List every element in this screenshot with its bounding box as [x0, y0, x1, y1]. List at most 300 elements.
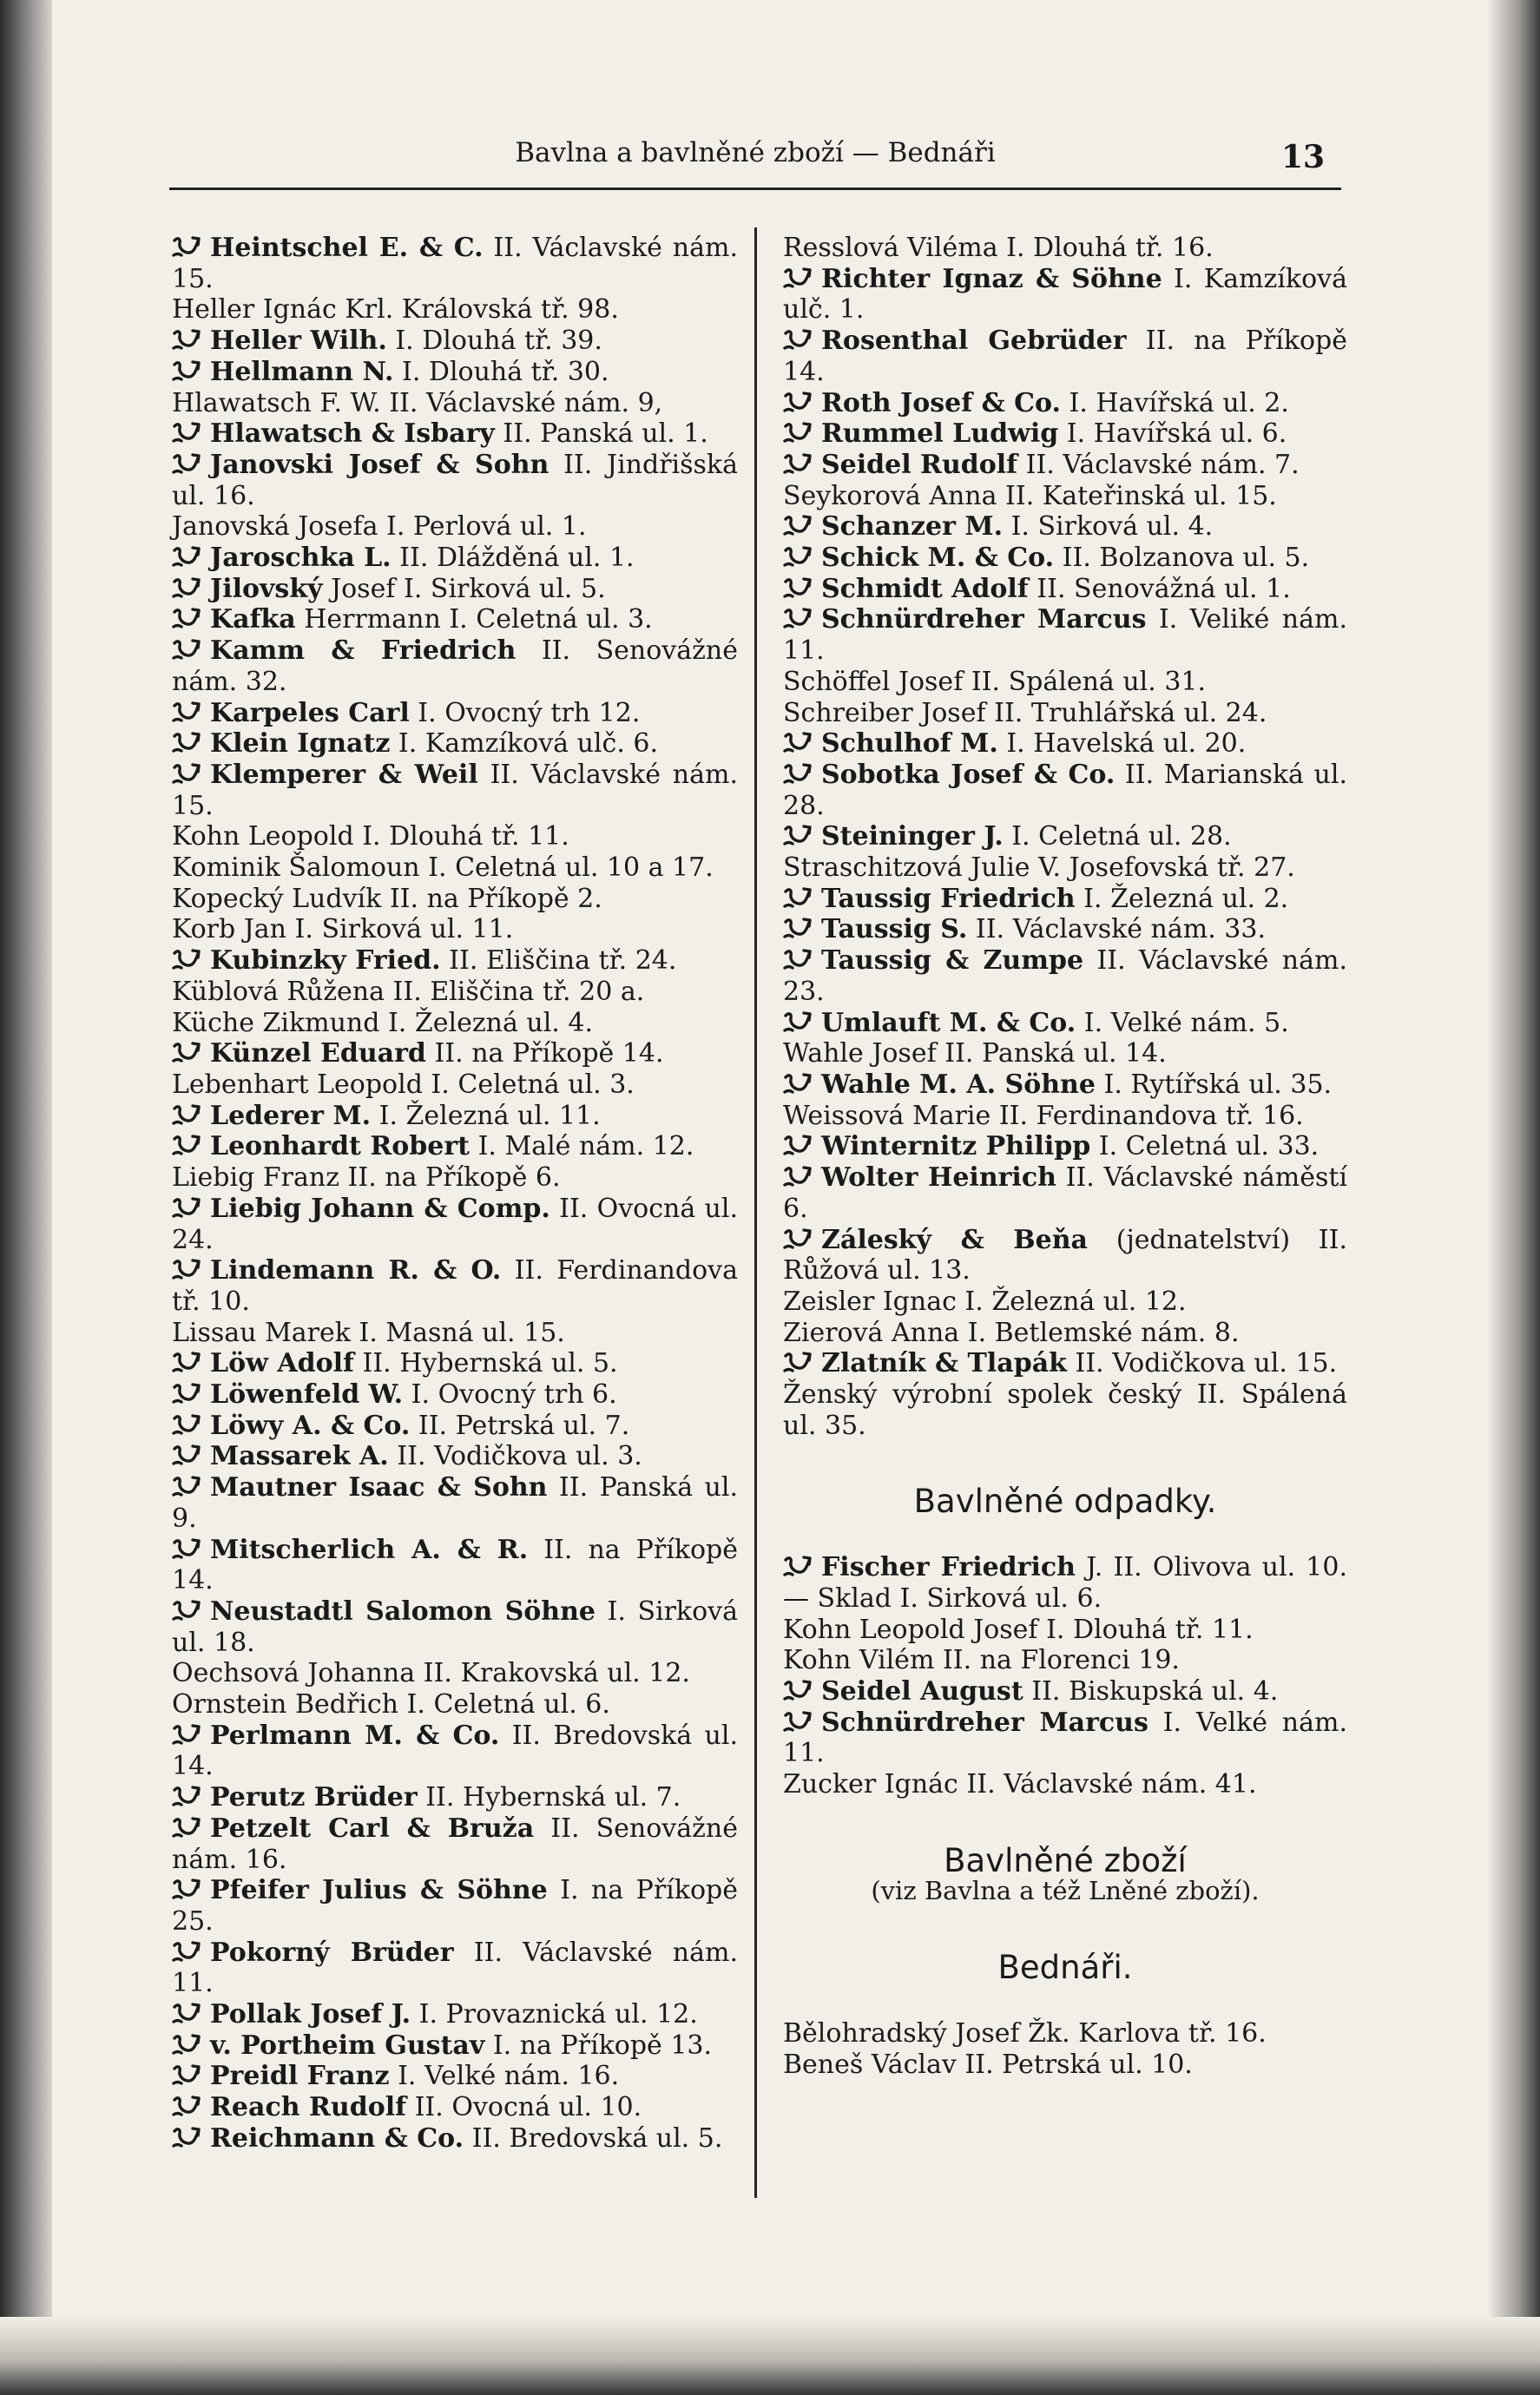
entry-name: Löwenfeld W. — [210, 1379, 404, 1411]
entry-address: II. Hybernská ul. 7. — [425, 1782, 681, 1813]
directory-entry — [172, 1813, 738, 1875]
telephone-mark-icon — [783, 421, 813, 444]
telephone-mark-icon — [172, 1475, 201, 1497]
entry-name: Umlauft M. & Co. — [821, 1007, 1076, 1038]
entry-name: Hellmann N. — [210, 356, 394, 387]
telephone-mark-icon — [172, 1103, 201, 1126]
telephone-mark-icon — [172, 328, 201, 351]
entry-address: II. na Příkopě 14. — [783, 326, 1347, 387]
entry-name: Lissau — [172, 1317, 257, 1348]
entry-address: Josefa I. Perlová ul. 1. — [298, 511, 587, 543]
directory-entry — [172, 1658, 738, 1689]
directory-entry — [172, 418, 738, 450]
entry-name: Weissová — [783, 1100, 905, 1131]
entry-name: Steininger J. — [821, 821, 1004, 852]
directory-entry — [172, 1938, 738, 1999]
directory-entry — [783, 1286, 1347, 1318]
entry-address: I. Sirková ul. 4. — [1010, 511, 1214, 543]
entry-name: Resslová — [783, 233, 899, 263]
entry-name: Mitscherlich A. & R. — [210, 1534, 529, 1565]
telephone-mark-icon — [172, 701, 201, 723]
directory-entry — [783, 264, 1347, 326]
entry-name: Kafka — [210, 604, 296, 635]
telephone-mark-icon — [783, 1134, 813, 1156]
right-column — [783, 233, 1347, 2080]
directory-entry — [172, 821, 738, 852]
telephone-mark-icon — [172, 452, 201, 475]
directory-entry — [172, 698, 738, 729]
telephone-mark-icon — [783, 948, 813, 971]
entry-name: Kamm & Friedrich — [210, 635, 517, 667]
telephone-mark-icon — [783, 514, 813, 536]
entry-address: Ignac I. Železná ul. 12. — [882, 1286, 1187, 1317]
directory-entry — [172, 1441, 738, 1472]
entry-address: II. Petrská ul. 7. — [418, 1410, 630, 1441]
entry-address: II. Panská ul. 9. — [172, 1472, 738, 1534]
entry-address: II. Bolzanova ul. 5. — [1062, 543, 1310, 574]
bednari-entries — [783, 2018, 1347, 2080]
telephone-mark-icon — [783, 1710, 813, 1733]
entry-address: II. Spálená ul. 35. — [783, 1379, 1347, 1441]
telephone-mark-icon — [172, 1351, 201, 1373]
entry-address: Viléma I. Dlouhá tř. 16. — [907, 233, 1214, 263]
entry-name: Pokorný Brüder — [210, 1937, 454, 1968]
entry-address: I. Havířská ul. 2. — [1069, 387, 1289, 418]
directory-entry — [172, 1069, 738, 1101]
directory-entry — [783, 884, 1347, 915]
directory-entry — [172, 1411, 738, 1442]
page-number: 13 — [1281, 139, 1326, 175]
entry-address: I. na Příkopě 25. — [172, 1875, 738, 1937]
entry-address: II. Hybernská ul. 5. — [362, 1348, 618, 1379]
directory-entry — [783, 1162, 1347, 1224]
entry-address: Josef II. Panská ul. 14. — [872, 1038, 1167, 1069]
telephone-mark-icon — [172, 948, 201, 971]
telephone-mark-icon — [783, 1010, 813, 1033]
entry-name: Perlmann M. & Co. — [210, 1720, 500, 1751]
entry-address: Šalomoun I. Celetná ul. 10 a 17. — [288, 852, 714, 884]
entry-address: I. Železná ul. 11. — [378, 1100, 601, 1131]
entry-name: Kopecký — [172, 883, 284, 914]
telephone-mark-icon — [172, 359, 201, 382]
entry-address: II. Bredovská ul. 5. — [471, 2122, 723, 2154]
page-edge-shadow — [1488, 0, 1540, 2395]
entry-name: Beneš — [783, 2049, 864, 2080]
entry-name: Hlawatsch — [172, 387, 312, 418]
directory-entry — [783, 1769, 1347, 1800]
column-divider — [754, 227, 757, 2198]
telephone-mark-icon — [783, 917, 813, 939]
directory-entry — [783, 1069, 1347, 1101]
directory-entry — [783, 388, 1347, 419]
entry-name: Bělohradský — [783, 2017, 947, 2049]
entry-address: Jan I. Sirková ul. 11. — [243, 914, 514, 945]
entry-address: J. II. Olivova ul. 10. — Sklad I. Sirková ul. 6. — [783, 1552, 1347, 1614]
entry-name: Ornstein — [172, 1689, 287, 1721]
directory-entry — [172, 1318, 738, 1349]
directory-entry — [172, 635, 738, 697]
entry-name: Straschitzová — [783, 852, 963, 884]
directory-entry — [783, 1615, 1347, 1646]
entry-name: Kominik — [172, 852, 280, 884]
telephone-mark-icon — [172, 1444, 201, 1466]
entry-name: Heller — [172, 294, 255, 326]
telephone-mark-icon — [783, 1679, 813, 1701]
section-heading-bednari: Bednáři. — [997, 1949, 1133, 1987]
directory-entry — [172, 760, 738, 821]
telephone-mark-icon — [783, 1351, 813, 1373]
telephone-mark-icon — [172, 545, 201, 568]
page-bottom-shadow — [0, 2317, 1540, 2395]
telephone-mark-icon — [172, 1599, 201, 1622]
directory-entry — [172, 2061, 738, 2092]
directory-entry — [783, 914, 1347, 945]
entry-address: I. Velké nám. 11. — [783, 1707, 1347, 1769]
entry-address: II. Marianská ul. 28. — [783, 759, 1347, 821]
entry-address: Vilém II. na Florenci 19. — [859, 1645, 1180, 1676]
entry-address: Josef I. Sirková ul. 5. — [331, 573, 606, 604]
entry-address: F. W. II. Václavské nám. 9, — [319, 387, 663, 418]
directory-entry — [783, 1645, 1347, 1676]
directory-entry — [783, 326, 1347, 387]
entry-name: Janovská — [172, 511, 290, 543]
telephone-mark-icon — [172, 638, 201, 661]
entry-name: Heintschel E. & C. — [210, 233, 484, 263]
directory-entry — [783, 1101, 1347, 1132]
directory-entry — [172, 914, 738, 945]
entry-name: Roth Josef & Co. — [821, 387, 1061, 418]
directory-entry — [172, 1535, 738, 1596]
entry-address: I. Velké nám. 5. — [1083, 1007, 1289, 1038]
directory-entry — [783, 1348, 1347, 1379]
directory-entry — [172, 945, 738, 977]
entry-address: I. na Příkopě 13. — [492, 2030, 713, 2061]
telephone-mark-icon — [172, 1413, 201, 1436]
entry-name: Taussig Friedrich — [821, 883, 1076, 914]
entry-address: I. Ovocný trh 6. — [411, 1379, 617, 1411]
entry-address: I. Železná ul. 2. — [1083, 883, 1289, 914]
telephone-mark-icon — [172, 2095, 201, 2117]
entry-address: Julie V. Josefovská tř. 27. — [971, 852, 1295, 884]
entry-address: I. Velké nám. 16. — [398, 2061, 620, 2092]
entry-address: II. Ferdinandova tř. 10. — [172, 1255, 738, 1317]
entry-address: I. Ovocný trh 12. — [418, 697, 641, 728]
directory-entry — [172, 574, 738, 605]
entry-name: Reichmann & Co. — [210, 2122, 464, 2154]
directory-entry — [172, 1131, 738, 1162]
telephone-mark-icon — [172, 1723, 201, 1746]
entry-address: Josef II. Spálená ul. 31. — [898, 666, 1207, 697]
entry-name: Taussig & Zumpe — [821, 945, 1084, 977]
entry-name: Lebenhart — [172, 1069, 309, 1100]
entry-name: Preidl Franz — [210, 2061, 390, 2092]
telephone-mark-icon — [783, 545, 813, 568]
entry-address: Leopold I. Dlouhá tř. 11. — [247, 821, 569, 852]
entry-name: Richter Ignaz & Söhne — [821, 263, 1162, 294]
entry-name: Pfeifer Julius & Söhne — [210, 1875, 548, 1906]
entry-name: Kohn — [172, 821, 240, 852]
directory-entry — [172, 1101, 738, 1132]
entry-address: I. Dlouhá tř. 30. — [401, 356, 609, 387]
directory-entry — [783, 728, 1347, 760]
directory-entry — [172, 1721, 738, 1782]
entry-address: II. Václavské nám. 7. — [1025, 449, 1300, 480]
entry-name: Zlatník & Tlapák — [821, 1348, 1067, 1379]
entry-name: Reach Rudolf — [210, 2092, 407, 2123]
directory-entry — [783, 667, 1347, 698]
telephone-mark-icon — [783, 762, 813, 785]
directory-entry — [783, 1008, 1347, 1039]
directory-entry — [783, 1379, 1347, 1441]
entry-name: Rummel Ludwig — [821, 418, 1059, 450]
entry-address: I. Sirková ul. 18. — [172, 1596, 738, 1658]
directory-entry — [172, 1162, 738, 1194]
entry-name: Küche — [172, 1007, 254, 1038]
entry-name: Seidel August — [821, 1675, 1023, 1707]
directory-entry — [783, 821, 1347, 852]
telephone-mark-icon — [172, 1196, 201, 1219]
entry-address: Johanna II. Krakovská ul. 12. — [307, 1658, 690, 1689]
entry-address: Růžena II. Eliščina tř. 20 a. — [286, 976, 645, 1007]
telephone-mark-icon — [172, 1878, 201, 1900]
entry-name: Klein Ignatz — [210, 728, 391, 760]
directory-entry — [172, 511, 738, 543]
entry-name: Liebig Johann & Comp. — [210, 1193, 550, 1224]
entry-address: Ignác Krl. Královská tř. 98. — [262, 294, 619, 326]
entry-name: Schmidt Adolf — [821, 573, 1029, 604]
entry-address: I. Malé nám. 12. — [477, 1131, 694, 1162]
entry-address: Leopold Josef I. Dlouhá tř. 11. — [859, 1614, 1254, 1645]
telephone-mark-icon — [172, 235, 201, 258]
directory-entry — [172, 1782, 738, 1813]
right-column-entries — [783, 233, 1347, 1441]
entry-address: II. na Příkopě 14. — [434, 1038, 664, 1069]
entry-address: I. Dlouhá tř. 39. — [395, 326, 602, 357]
entry-address: II. Vodičkova ul. 3. — [397, 1441, 642, 1472]
entry-name: Korb — [172, 914, 236, 945]
entry-address: (jednatelství) II. Růžová ul. 13. — [783, 1224, 1347, 1286]
directory-entry — [172, 1875, 738, 1937]
telephone-mark-icon — [172, 1816, 201, 1839]
entry-name: Winternitz Philipp — [821, 1131, 1091, 1162]
telephone-mark-icon — [783, 886, 813, 909]
telephone-mark-icon — [172, 2063, 201, 2086]
entry-address: I. Kamzíková ulč. 6. — [398, 728, 659, 760]
telephone-mark-icon — [783, 1165, 813, 1188]
directory-entry — [172, 1596, 738, 1658]
entry-name: Petzelt Carl & Bruža — [210, 1813, 535, 1844]
entry-name: Jaroschka L. — [210, 543, 392, 574]
directory-entry — [172, 388, 738, 419]
entry-address: Václav II. Petrská ul. 10. — [871, 2049, 1193, 2080]
telephone-mark-icon — [172, 1041, 201, 1063]
directory-entry — [783, 511, 1347, 543]
directory-entry — [172, 294, 738, 326]
entry-name: Perutz Brüder — [210, 1782, 418, 1813]
entry-name: Oechsová — [172, 1658, 299, 1689]
odpadky-entries — [783, 1552, 1347, 1800]
entry-name: Schnürdreher Marcus — [821, 1707, 1148, 1738]
directory-entry — [783, 1318, 1347, 1349]
entry-name: Liebig — [172, 1162, 255, 1194]
telephone-mark-icon — [783, 576, 813, 599]
telephone-mark-icon — [172, 762, 201, 785]
entry-name: Karpeles Carl — [210, 697, 410, 728]
directory-entry — [783, 1676, 1347, 1707]
entry-name: Löwy A. & Co. — [210, 1410, 411, 1441]
directory-entry — [783, 1552, 1347, 1614]
entry-name: Hlawatsch & Isbary — [210, 418, 495, 450]
entry-name: Leonhardt Robert — [210, 1131, 471, 1162]
entry-name: v. Portheim Gustav — [210, 2030, 485, 2061]
section-note-zbozi: (viz Bavlna a též Lněné zboží). — [871, 1876, 1260, 1906]
entry-name: Wahle M. A. Söhne — [821, 1069, 1096, 1100]
directory-entry — [172, 543, 738, 574]
directory-entry — [783, 945, 1347, 1007]
directory-entry — [783, 604, 1347, 666]
book-spine-shadow — [0, 0, 52, 2395]
entry-address: I. Rytířská ul. 35. — [1103, 1069, 1333, 1100]
telephone-mark-icon — [783, 328, 813, 351]
entry-name: Wolter Heinrich — [821, 1162, 1056, 1194]
telephone-mark-icon — [172, 1537, 201, 1560]
directory-entry — [172, 1038, 738, 1069]
telephone-mark-icon — [783, 731, 813, 753]
entry-name: Zierová — [783, 1317, 884, 1348]
entry-address: II. Vodičkova ul. 15. — [1075, 1348, 1338, 1379]
directory-entry — [783, 1707, 1347, 1769]
entry-name: Kubinzky Fried. — [210, 945, 441, 977]
entry-name: Kohn — [783, 1645, 852, 1676]
directory-entry — [783, 2018, 1347, 2050]
entry-name: Pollak Josef J. — [210, 1999, 411, 2030]
entry-address: I. Havířská ul. 6. — [1066, 418, 1287, 450]
entry-address: Franz II. na Příkopě 6. — [262, 1162, 561, 1194]
directory-entry — [172, 357, 738, 388]
left-column — [172, 233, 738, 2155]
directory-entry — [172, 233, 738, 294]
entry-name: Massarek A. — [210, 1441, 389, 1472]
entry-name: Lindemann R. & O. — [210, 1255, 502, 1286]
entry-address: Herrmann I. Celetná ul. 3. — [304, 604, 653, 635]
entry-name: Künzel Eduard — [210, 1038, 426, 1069]
entry-name: Wahle — [783, 1038, 864, 1069]
entry-name: Kohn — [783, 1614, 852, 1645]
entry-address: Josef II. Truhlářská ul. 24. — [921, 697, 1267, 728]
telephone-mark-icon — [172, 2033, 201, 2056]
entry-name: Mautner Isaac & Sohn — [210, 1472, 548, 1503]
entry-name: Zeisler — [783, 1286, 875, 1317]
entry-address: I. Celetná ul. 28. — [1011, 821, 1232, 852]
telephone-mark-icon — [783, 1555, 813, 1577]
entry-address: II. Václavské nám. 15. — [172, 233, 738, 294]
entry-address: II. Václavské nám. 15. — [172, 759, 738, 821]
directory-entry — [172, 728, 738, 760]
entry-address: II. Václavské nám. 23. — [783, 945, 1347, 1007]
entry-address: Ignác II. Václavské nám. 41. — [884, 1769, 1257, 1800]
entry-name: Schanzer M. — [821, 511, 1004, 543]
entry-name: Schöffel — [783, 666, 891, 697]
entry-address: Marie II. Ferdinandova tř. 16. — [911, 1100, 1304, 1131]
directory-entry — [783, 2050, 1347, 2081]
telephone-mark-icon — [783, 391, 813, 413]
telephone-mark-icon — [172, 421, 201, 444]
entry-name: Rosenthal Gebrüder — [821, 326, 1127, 357]
entry-address: I. Veliké nám. 11. — [783, 604, 1347, 667]
directory-entry — [172, 1194, 738, 1255]
directory-entry — [783, 481, 1347, 512]
entry-address: Ludvík II. na Příkopě 2. — [292, 883, 602, 914]
telephone-mark-icon — [172, 607, 201, 629]
directory-entry — [172, 450, 738, 511]
telephone-mark-icon — [172, 2126, 201, 2148]
entry-address: Josef Žk. Karlova tř. 16. — [955, 2017, 1267, 2049]
directory-entry — [172, 2123, 738, 2155]
telephone-mark-icon — [783, 266, 813, 289]
directory-entry — [172, 1008, 738, 1039]
directory-entry — [172, 852, 738, 884]
directory-entry — [783, 760, 1347, 821]
entry-address: II. Václavské náměstí 6. — [783, 1162, 1347, 1224]
directory-entry — [172, 1255, 738, 1317]
entry-address: Marek I. Masná ul. 15. — [265, 1317, 565, 1348]
entry-name: Janovski Josef & Sohn — [210, 449, 550, 480]
entry-address: Anna II. Kateřinská ul. 15. — [929, 480, 1277, 511]
entry-address: Anna I. Betlemské nám. 8. — [891, 1317, 1240, 1348]
header-rule — [169, 188, 1341, 190]
entry-name: Schick M. & Co. — [821, 543, 1055, 574]
telephone-mark-icon — [172, 1382, 201, 1405]
directory-entry — [783, 1038, 1347, 1069]
entry-name: Schreiber — [783, 697, 913, 728]
telephone-mark-icon — [172, 1258, 201, 1280]
entry-name: Zucker — [783, 1769, 877, 1800]
entry-address: Leopold I. Celetná ul. 3. — [317, 1069, 635, 1100]
entry-name: Fischer Friedrich — [821, 1552, 1076, 1583]
entry-address: II. Eliščina tř. 24. — [449, 945, 677, 977]
directory-entry — [783, 450, 1347, 481]
entry-address: Bedřich I. Celetná ul. 6. — [294, 1689, 610, 1721]
running-title: Bavlna a bavlněné zboží — Bednáři — [515, 137, 996, 168]
section-heading-zbozi: Bavlněné zboží — [944, 1841, 1187, 1879]
entry-name: Löw Adolf — [210, 1348, 354, 1379]
telephone-mark-icon — [783, 452, 813, 475]
directory-entry — [172, 1999, 738, 2030]
entry-name: Schnürdreher Marcus — [821, 604, 1147, 635]
entry-address: II. Bredovská ul. 14. — [172, 1720, 738, 1782]
entry-address: II. Václavské nám. 33. — [975, 914, 1266, 945]
entry-name: Ženský výrobní spolek český — [783, 1379, 1182, 1411]
telephone-mark-icon — [172, 1785, 201, 1807]
entry-name: Seykorová — [783, 480, 921, 511]
directory-entry — [783, 543, 1347, 574]
entry-name: Küblová — [172, 976, 279, 1007]
directory-entry — [783, 418, 1347, 450]
directory-entry — [783, 1225, 1347, 1286]
directory-entry — [172, 326, 738, 357]
telephone-mark-icon — [172, 576, 201, 599]
telephone-mark-icon — [172, 1940, 201, 1963]
entry-name: Schulhof M. — [821, 728, 998, 760]
entry-address: II. Biskupská ul. 4. — [1031, 1675, 1279, 1707]
entry-address: Zikmund I. Železná ul. 4. — [262, 1007, 593, 1038]
directory-entry — [172, 1379, 738, 1411]
entry-address: II. Dlážděná ul. 1. — [399, 543, 635, 574]
directory-entry — [172, 977, 738, 1008]
directory-entry — [783, 574, 1347, 605]
directory-entry — [172, 2030, 738, 2062]
telephone-mark-icon — [783, 607, 813, 629]
